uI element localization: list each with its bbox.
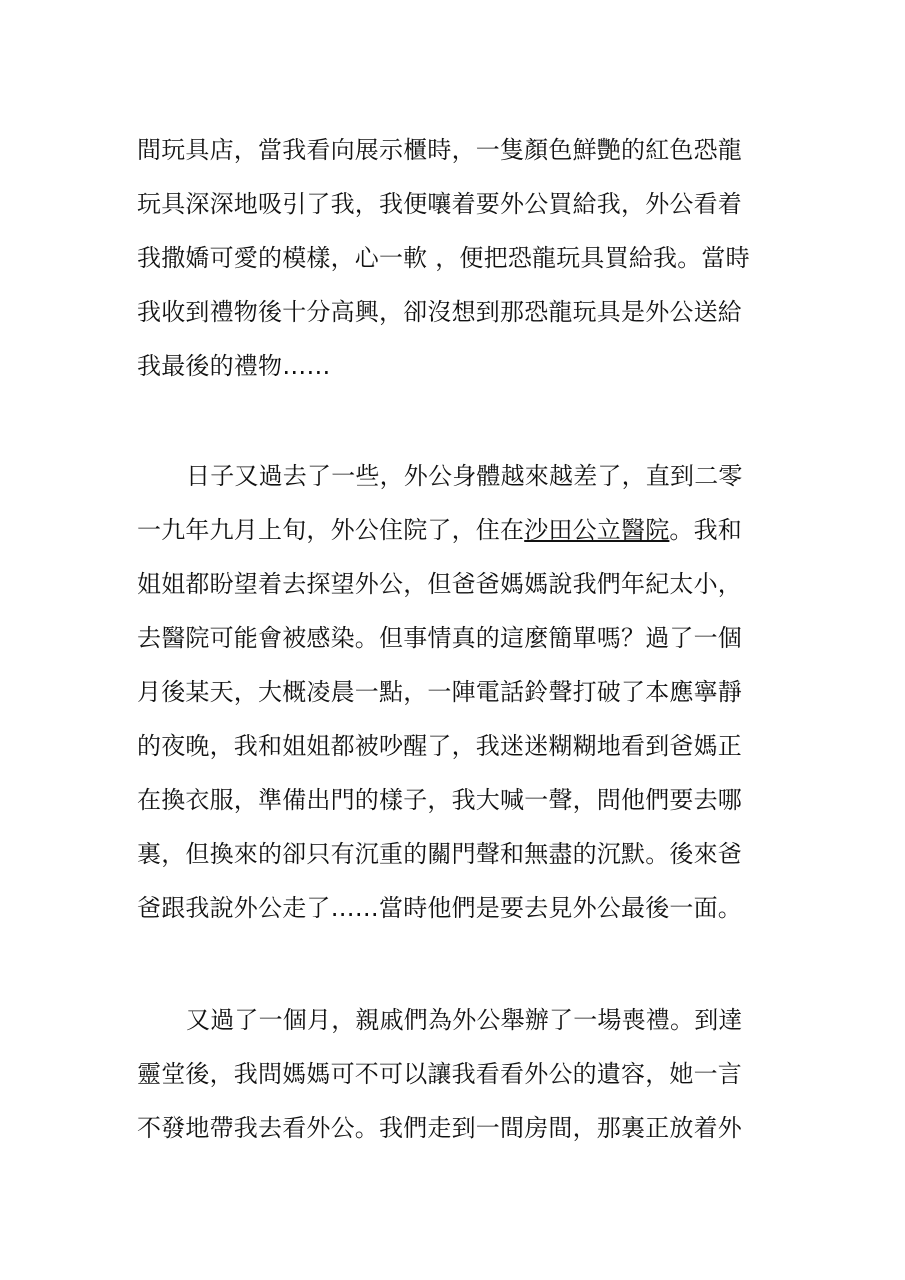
text-line: 又過了一個月，親戚們為外公舉辦了一場喪禮。到達	[186, 1006, 743, 1034]
text-fragment: 一九年九月上旬，外公住院了，住在	[137, 516, 525, 544]
text-line-with-link	[137, 514, 777, 546]
text-line: 間玩具店，當我看向展示櫃時，一隻顏色鮮艷的紅色恐龍	[137, 136, 742, 164]
text-line: 玩具深深地吸引了我，我便嚷着要外公買給我，外公看着	[137, 190, 742, 218]
text-line: 月後某天，大概凌晨一點，一陣電話鈴聲打破了本應寧靜	[137, 678, 742, 706]
text-line: 的夜晚，我和姐姐都被吵醒了，我迷迷糊糊地看到爸媽正	[137, 732, 742, 760]
text-line: 在換衣服，準備出門的樣子，我大喊一聲，問他們要去哪	[137, 786, 742, 814]
hospital-link[interactable]: 沙田公立醫院	[524, 516, 670, 544]
text-line: 我撒嬌可愛的模樣，心一軟 ，便把恐龍玩具買給我。當時	[137, 244, 750, 272]
text-line: 靈堂後，我問媽媽可不可以讓我看看外公的遺容，她一言	[137, 1060, 742, 1088]
text-line: 去醫院可能會被感染。但事情真的這麼簡單嗎？過了一個	[137, 624, 742, 652]
text-line: 我收到禮物後十分高興，卻沒想到那恐龍玩具是外公送給	[137, 298, 742, 326]
text-line: 我最後的禮物……	[137, 352, 331, 380]
text-line: 日子又過去了一些，外公身體越來越差了，直到二零	[186, 462, 743, 490]
text-line: 爸跟我說外公走了……當時他們是要去見外公最後一面。	[137, 894, 742, 922]
text-fragment: 。我和	[669, 516, 743, 544]
text-line: 姐姐都盼望着去探望外公，但爸爸媽媽說我們年紀太小，	[137, 570, 742, 598]
text-line: 不發地帶我去看外公。我們走到一間房間，那裏正放着外	[137, 1114, 742, 1142]
text-line: 裏，但換來的卻只有沉重的關門聲和無盡的沉默。後來爸	[137, 840, 742, 868]
